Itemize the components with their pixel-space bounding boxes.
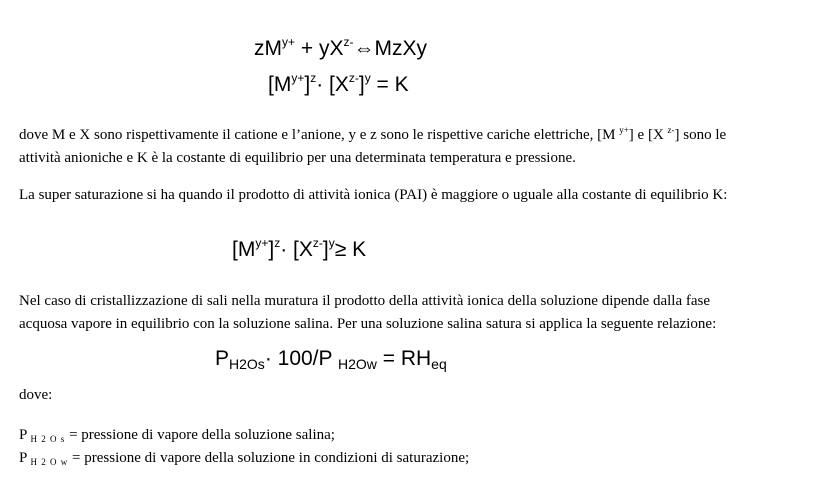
paragraph-supersaturation: La super saturazione si ha quando il prodotto di attività ionica (PAI) è maggiore o uguale alla costante di equilibrio K: xyxy=(19,187,728,203)
eq3-open: [M xyxy=(232,238,256,261)
eq4-eq: = RH xyxy=(376,347,432,370)
eq2-exp-z: z xyxy=(310,71,317,85)
eq4-sub2: H2Ow xyxy=(337,356,377,372)
eq3-close1: ] xyxy=(268,238,275,261)
eq2-dot: · [X xyxy=(316,73,349,96)
symbol-p: P xyxy=(19,450,31,466)
eq1-cation: M xyxy=(264,37,282,60)
eq2-close1: ] xyxy=(304,73,311,96)
paragraph-line: acquosa vapore in equilibrio con la soluzione salina. Per una soluzione salina satura si applica la seguente relazione: xyxy=(19,316,717,332)
eq3-close2: ] xyxy=(322,238,329,261)
eq4-mid: · 100/P xyxy=(264,347,338,370)
equation-reaction xyxy=(254,35,427,60)
equation-supersaturation xyxy=(232,236,367,261)
eq2-exp-y: y xyxy=(364,71,371,85)
text-run: ] sono le xyxy=(674,127,727,143)
eq2-close2: ] xyxy=(358,73,365,96)
eq1-product: MzXy xyxy=(374,37,427,60)
eq2-open: [M xyxy=(268,73,292,96)
symbol-p: P xyxy=(19,427,31,443)
eq1-plus-y: + y xyxy=(295,37,330,60)
eq3-exp-z: z xyxy=(274,236,281,250)
definition-saline-pressure xyxy=(19,424,469,447)
equation-relative-humidity xyxy=(215,347,447,372)
subscript: H 2 O s xyxy=(30,434,66,444)
eq3-dot: · [X xyxy=(280,238,313,261)
eq4-sub1: H2Os xyxy=(229,356,265,372)
eq4-sub3: eq xyxy=(431,356,447,372)
eq4-p1: P xyxy=(215,347,230,370)
subscript: H 2 O w xyxy=(30,457,69,467)
eq2-cation-charge: y+ xyxy=(291,71,305,85)
paragraph-definitions xyxy=(19,124,726,170)
text-run: ] e [X xyxy=(628,127,668,143)
text-run: dove M e X sono rispettivamente il catione e l’anione, y e z sono le rispettive cariche elettriche, [M xyxy=(19,127,620,143)
label-dove: dove: xyxy=(19,387,53,403)
equation-equilibrium-constant xyxy=(268,71,409,96)
eq3-cation-charge: y+ xyxy=(255,236,269,250)
eq1-anion-charge: z- xyxy=(343,35,354,49)
definition-text: = pressione di vapore della soluzione in condizioni di saturazione; xyxy=(68,450,470,466)
equilibrium-arrow-icon: ⇔ xyxy=(353,37,375,60)
eq1-z: z xyxy=(254,37,265,60)
eq1-anion: X xyxy=(329,37,344,60)
definition-text: = pressione di vapore della soluzione salina; xyxy=(65,427,335,443)
paragraph-line: attività anioniche e K è la costante di equilibrio per una determinata temperatura e pressione. xyxy=(19,150,576,166)
eq3-exp-y: y xyxy=(328,236,335,250)
paragraph-line xyxy=(19,124,726,147)
definition-list xyxy=(19,424,469,470)
eq2-rhs: = K xyxy=(370,73,409,96)
superscript: z- xyxy=(667,125,675,135)
eq1-cation-charge: y+ xyxy=(282,35,296,49)
eq3-anion-charge: z- xyxy=(312,236,323,250)
definition-saturation-pressure xyxy=(19,447,469,470)
eq3-rhs: ≥ K xyxy=(334,238,367,261)
eq2-anion-charge: z- xyxy=(348,71,359,85)
superscript: y+ xyxy=(619,125,629,135)
paragraph-crystallization xyxy=(19,290,716,336)
paragraph-line: Nel caso di cristallizzazione di sali nella muratura il prodotto della attività ionica della soluzione dipende dalla fase xyxy=(19,293,710,309)
